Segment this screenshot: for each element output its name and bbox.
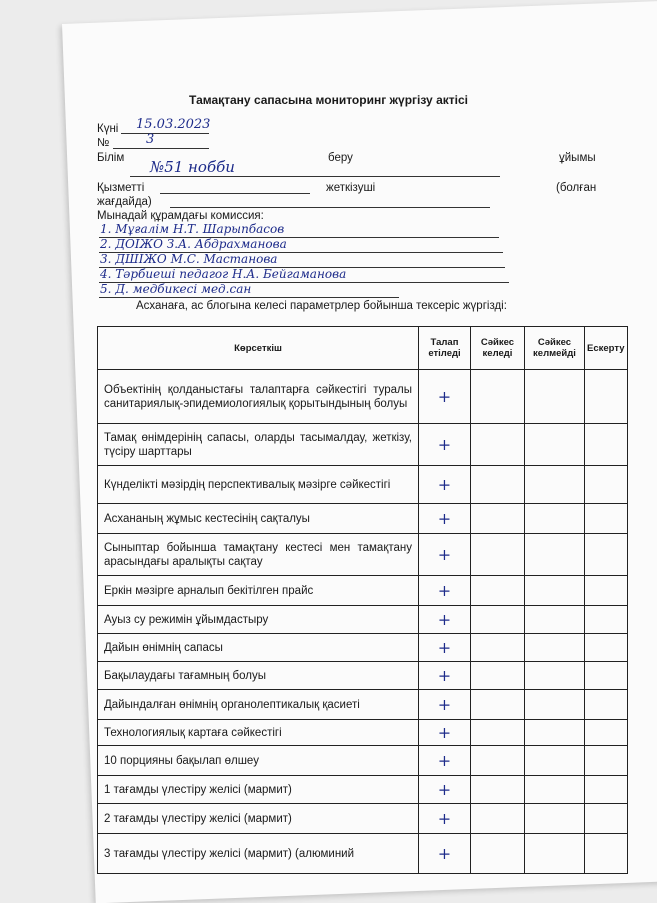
note-cell bbox=[585, 690, 628, 720]
indicator-cell: Күнделікті мәзірдің перспективалық мәзірге сәйкестігі bbox=[98, 466, 419, 504]
intro-text: Асханаға, ас блогына келесі параметрлер бойынша тексеріс жүргізді: bbox=[136, 300, 507, 312]
note-cell bbox=[585, 370, 628, 424]
column-header-required: Талап етіледі bbox=[419, 327, 471, 370]
education-label: Білім bbox=[97, 152, 125, 164]
compliant-cell bbox=[471, 634, 525, 662]
note-cell bbox=[585, 834, 628, 874]
number-label: № bbox=[97, 137, 110, 149]
noncompliant-cell bbox=[525, 690, 585, 720]
compliant-cell bbox=[471, 370, 525, 424]
if-any-label: (болған bbox=[556, 182, 597, 194]
noncompliant-cell bbox=[525, 466, 585, 504]
indicator-cell: 3 тағамды үлестіру желісі (мармит) (алюминий bbox=[98, 834, 419, 874]
required-cell: + bbox=[419, 504, 471, 534]
give-label: беру bbox=[328, 152, 353, 164]
noncompliant-cell bbox=[525, 720, 585, 746]
required-cell: + bbox=[419, 370, 471, 424]
service-label: Қызметті bbox=[97, 182, 145, 194]
required-cell: + bbox=[419, 606, 471, 634]
compliant-cell bbox=[471, 662, 525, 690]
document-title: Тамақтану сапасына мониторинг жүргізу актісі bbox=[189, 93, 468, 107]
required-cell: + bbox=[419, 634, 471, 662]
indicator-cell: Дайындалған өнімнің органолептикалық қасиеті bbox=[98, 690, 419, 720]
number-underline bbox=[113, 148, 209, 149]
noncompliant-cell bbox=[525, 776, 585, 804]
compliant-cell bbox=[471, 834, 525, 874]
noncompliant-cell bbox=[525, 504, 585, 534]
note-cell bbox=[585, 776, 628, 804]
indicator-cell: 10 порцияны бақылап өлшеу bbox=[98, 746, 419, 776]
required-cell: + bbox=[419, 804, 471, 834]
table-header-row bbox=[98, 327, 628, 370]
column-header-indicator: Көрсеткіш bbox=[98, 327, 419, 370]
note-cell bbox=[585, 606, 628, 634]
compliant-cell bbox=[471, 776, 525, 804]
required-cell: + bbox=[419, 424, 471, 466]
table-row bbox=[98, 576, 628, 606]
compliant-cell bbox=[471, 466, 525, 504]
indicator-cell: Дайын өнімнің сапасы bbox=[98, 634, 419, 662]
indicator-cell: 2 тағамды үлестіру желісі (мармит) bbox=[98, 804, 419, 834]
indicator-cell: Объектінің қолданыстағы талаптарға сәйкестігі туралы санитариялық-эпидемиологиялық қорытындының болуы bbox=[98, 370, 419, 424]
case-label: жағдайда) bbox=[97, 196, 152, 208]
compliant-cell bbox=[471, 534, 525, 576]
indicator-cell: Ауыз су режимін ұйымдастыру bbox=[98, 606, 419, 634]
table-row bbox=[98, 776, 628, 804]
required-cell: + bbox=[419, 746, 471, 776]
table-row bbox=[98, 424, 628, 466]
required-cell: + bbox=[419, 776, 471, 804]
noncompliant-cell bbox=[525, 746, 585, 776]
table-row bbox=[98, 466, 628, 504]
date-label: Күні bbox=[97, 123, 119, 135]
indicator-cell: Сыныптар бойынша тамақтану кестесі мен тамақтану арасындағы аралықты сақтау bbox=[98, 534, 419, 576]
indicator-cell: 1 тағамды үлестіру желісі (мармит) bbox=[98, 776, 419, 804]
provider-label: жеткізуші bbox=[326, 182, 376, 194]
noncompliant-cell bbox=[525, 424, 585, 466]
date-value: 15.03.2023 bbox=[136, 117, 211, 132]
note-cell bbox=[585, 534, 628, 576]
note-cell bbox=[585, 424, 628, 466]
indicator-cell: Еркін мәзірге арналып бекітілген прайс bbox=[98, 576, 419, 606]
note-cell bbox=[585, 576, 628, 606]
noncompliant-cell bbox=[525, 576, 585, 606]
indicator-cell: Бақылаудағы тағамның болуы bbox=[98, 662, 419, 690]
compliant-cell bbox=[471, 804, 525, 834]
required-cell: + bbox=[419, 466, 471, 504]
indicator-cell: Асхананың жұмыс кестесінің сақталуы bbox=[98, 504, 419, 534]
note-cell bbox=[585, 720, 628, 746]
noncompliant-cell bbox=[525, 634, 585, 662]
required-cell: + bbox=[419, 662, 471, 690]
table-row bbox=[98, 804, 628, 834]
date-underline bbox=[121, 133, 209, 134]
compliant-cell bbox=[471, 690, 525, 720]
required-cell: + bbox=[419, 720, 471, 746]
organization-label: ұйымы bbox=[559, 152, 596, 164]
service-underline bbox=[160, 193, 310, 194]
compliant-cell bbox=[471, 746, 525, 776]
table-body bbox=[98, 370, 628, 874]
note-cell bbox=[585, 662, 628, 690]
monitoring-table bbox=[97, 326, 628, 874]
education-value: №51 нобби bbox=[150, 158, 235, 176]
table-row bbox=[98, 634, 628, 662]
required-cell: + bbox=[419, 834, 471, 874]
table-row bbox=[98, 720, 628, 746]
compliant-cell bbox=[471, 576, 525, 606]
note-cell bbox=[585, 746, 628, 776]
commission-member-1: 1. Мұғалім Н.Т. Шарыпбасов bbox=[100, 222, 285, 236]
table-row bbox=[98, 504, 628, 534]
commission-member-4: 4. Тәрбиеші педагог Н.А. Бейгаманова bbox=[100, 267, 347, 281]
compliant-cell bbox=[471, 424, 525, 466]
required-cell: + bbox=[419, 576, 471, 606]
compliant-cell bbox=[471, 720, 525, 746]
note-cell bbox=[585, 634, 628, 662]
compliant-cell bbox=[471, 504, 525, 534]
noncompliant-cell bbox=[525, 804, 585, 834]
note-cell bbox=[585, 466, 628, 504]
commission-member-3: 3. ДШІЖО М.С. Мастанова bbox=[100, 252, 278, 266]
column-header-noncompliant: Сәйкес келмейді bbox=[525, 327, 585, 370]
commission-label: Мынадай құрамдағы комиссия: bbox=[97, 210, 264, 222]
noncompliant-cell bbox=[525, 534, 585, 576]
table-row bbox=[98, 606, 628, 634]
member-underline-5 bbox=[99, 297, 399, 298]
commission-member-2: 2. ДОІЖО З.А. Абдрахманова bbox=[100, 237, 287, 251]
required-cell: + bbox=[419, 690, 471, 720]
education-underline bbox=[130, 176, 500, 177]
column-header-note: Ескерту bbox=[585, 327, 628, 370]
table-row bbox=[98, 690, 628, 720]
noncompliant-cell bbox=[525, 370, 585, 424]
note-cell bbox=[585, 504, 628, 534]
note-cell bbox=[585, 804, 628, 834]
compliant-cell bbox=[471, 606, 525, 634]
table-row bbox=[98, 834, 628, 874]
required-cell: + bbox=[419, 534, 471, 576]
noncompliant-cell bbox=[525, 606, 585, 634]
indicator-cell: Тамақ өнімдерінің сапасы, оларды тасымалдау, жеткізу, түсіру шарттары bbox=[98, 424, 419, 466]
table-row bbox=[98, 370, 628, 424]
column-header-compliant: Сәйкес келеді bbox=[471, 327, 525, 370]
indicator-cell: Технологиялық картаға сәйкестігі bbox=[98, 720, 419, 746]
number-value: 3 bbox=[146, 132, 155, 147]
table-row bbox=[98, 662, 628, 690]
noncompliant-cell bbox=[525, 662, 585, 690]
table-row bbox=[98, 534, 628, 576]
commission-member-5: 5. Д. медбикесі мед.сан bbox=[100, 282, 252, 296]
noncompliant-cell bbox=[525, 834, 585, 874]
table-row bbox=[98, 746, 628, 776]
case-underline bbox=[170, 207, 490, 208]
